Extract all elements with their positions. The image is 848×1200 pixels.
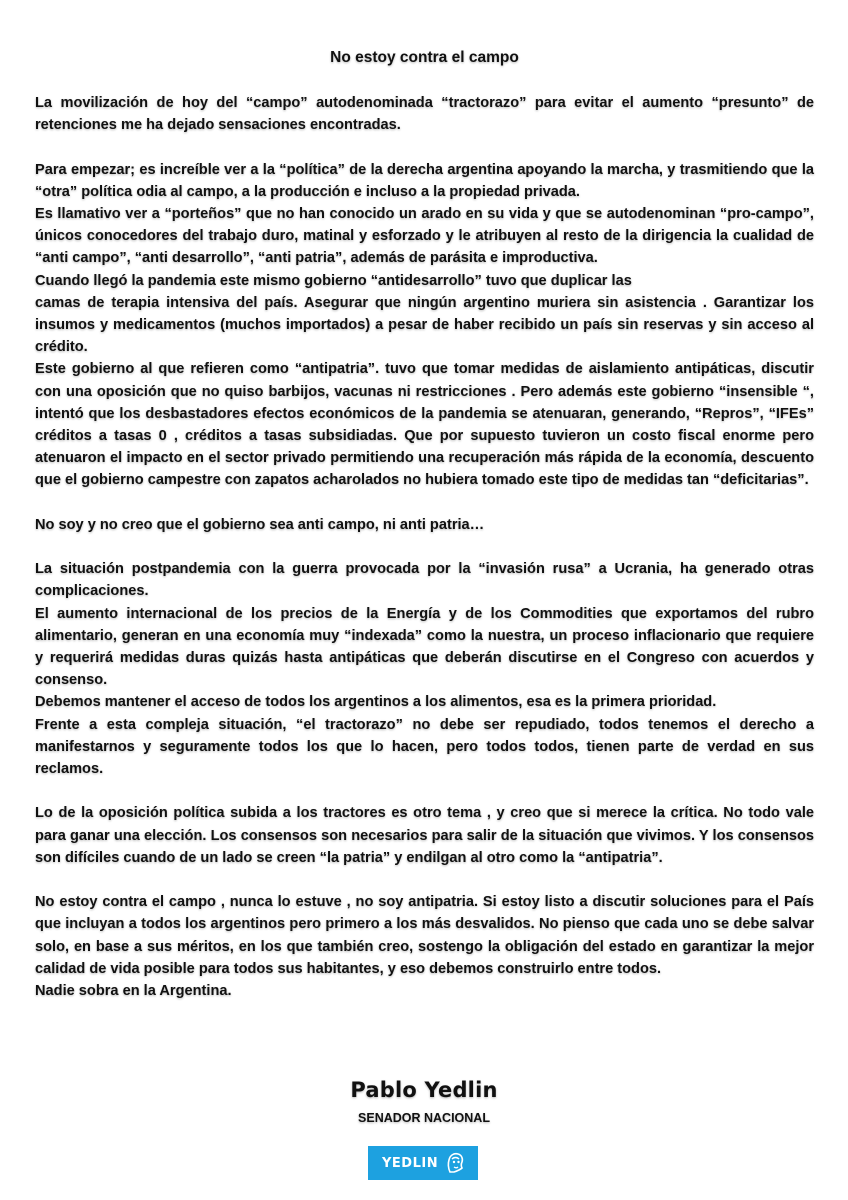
paragraph-8: La situación postpandemia con la guerra provocada por la “invasión rusa” a Ucrania, ha generado otras complicaciones.: [35, 561, 814, 600]
paragraph-spacer: [35, 136, 814, 158]
yedlin-logo: [368, 1146, 478, 1180]
paragraph-1: La movilización de hoy del “campo” autodenominada “tractorazo” para evitar el aumento “presunto” de retenciones me ha dejado sensaciones encontradas.: [35, 95, 814, 134]
paragraph-spacer: [35, 492, 814, 514]
paragraph-2: Para empezar; es increíble ver a la “política” de la derecha argentina apoyando la marcha, y trasmitiendo que la “otra” política odia al campo, a la producción e incluso a la propiedad privada.: [35, 161, 814, 200]
paragraph-14: Nadie sobra en la Argentina.: [35, 983, 232, 1000]
logo-text: YEDLIN: [382, 1155, 439, 1171]
paragraph-10: Debemos mantener el acceso de todos los argentinos a los alimentos, esa es la primera prioridad.: [35, 694, 717, 711]
paragraph-13: No estoy contra el campo , nunca lo estuve , no soy antipatria. Si estoy listo a discutir soluciones para el País que incluyan a todos los argentinos pero primero a los más desvalidos. No pienso que cada uno se debe salvar solo, en base a sus méritos, en los que también creo, sostengo la obligación del estado en garantizar la mejor calidad de vida posible para todos sus habitantes, y eso debemos construirlo entre todos.: [35, 894, 814, 977]
paragraph-12: Lo de la oposición política subida a los tractores es otro tema , y creo que si merece la crítica. No todo vale para ganar una elección. Los consensos son necesarios para salir de la situación que vivimos. Y los consensos son difíciles cuando de un lado se creen “la patria” y endilgan al otro como la “antipatria”.: [35, 805, 814, 866]
paragraph-spacer: [35, 536, 814, 558]
paragraph-11: Frente a esta compleja situación, “el tractorazo” no debe ser repudiado, todos tenemos el derecho a manifestarnos y seguramente todos los que lo hacen, pero todos todos, tienen parte de verdad en sus reclamos.: [35, 716, 814, 778]
document-title: No estoy contra el campo: [330, 49, 519, 66]
paragraph-4: Cuando llegó la pandemia este mismo gobierno “antidesarrollo” tuvo que duplicar las: [35, 272, 632, 289]
signature-role: SENADOR NACIONAL: [358, 1111, 490, 1125]
paragraph-spacer: [35, 780, 814, 802]
document-body: [35, 92, 814, 1002]
paragraph-9: El aumento internacional de los precios de la Energía y de los Commodities que exportamos del rubro alimentario, generan en una economía muy “indexada” como la nuestra, un proceso inflacionario que requiere y requerirá medidas duras quizás hasta antipáticas que deberán discutirse en el Congreso con acuerdos y consenso.: [35, 605, 814, 689]
paragraph-7: No soy y no creo que el gobierno sea anti campo, ni anti patria…: [35, 516, 485, 533]
portrait-icon: [444, 1151, 466, 1175]
signature-block: [0, 1076, 848, 1126]
paragraph-6: Este gobierno al que refieren como “antipatria”. tuvo que tomar medidas de aislamiento antipáticas, discutir con una oposición que no quiso barbijos, vacunas ni restricciones . Pero además este gobierno “insensible “, intentó que los desbastadores efectos económicos de la pandemia se atenuaran, generando, “Repros”, “IFEs” créditos a tasas 0 , créditos a tasas subsidiadas. Que por supuesto tuvieron un costo fiscal enorme pero atenuaron el impacto en el sector privado permitiendo una recuperación más rápida de la economía, descuento que el gobierno campestre con zapatos acharolados no hubiera tomado este tipo de medidas tan “deficitarias”.: [35, 361, 814, 489]
signature-name: Pablo Yedlin: [350, 1078, 498, 1102]
paragraph-spacer: [35, 869, 814, 891]
paragraph-5: camas de terapia intensiva del país. Asegurar que ningún argentino muriera sin asistencia . Garantizar los insumos y medicamentos (muchos importados) a pesar de haber recibido un país sin reservas y sin acceso al crédito.: [35, 294, 814, 356]
paragraph-3: Es llamativo ver a “porteños” que no han conocido un arado en su vida y que se autodenominan “pro-campo”, únicos conocedores del trabajo duro, matinal y esforzado y le atribuyen al resto de la dirigencia la cualidad de “anti campo”, “anti desarrollo”, “anti patria”, además de parásita e improductiva.: [35, 206, 814, 267]
